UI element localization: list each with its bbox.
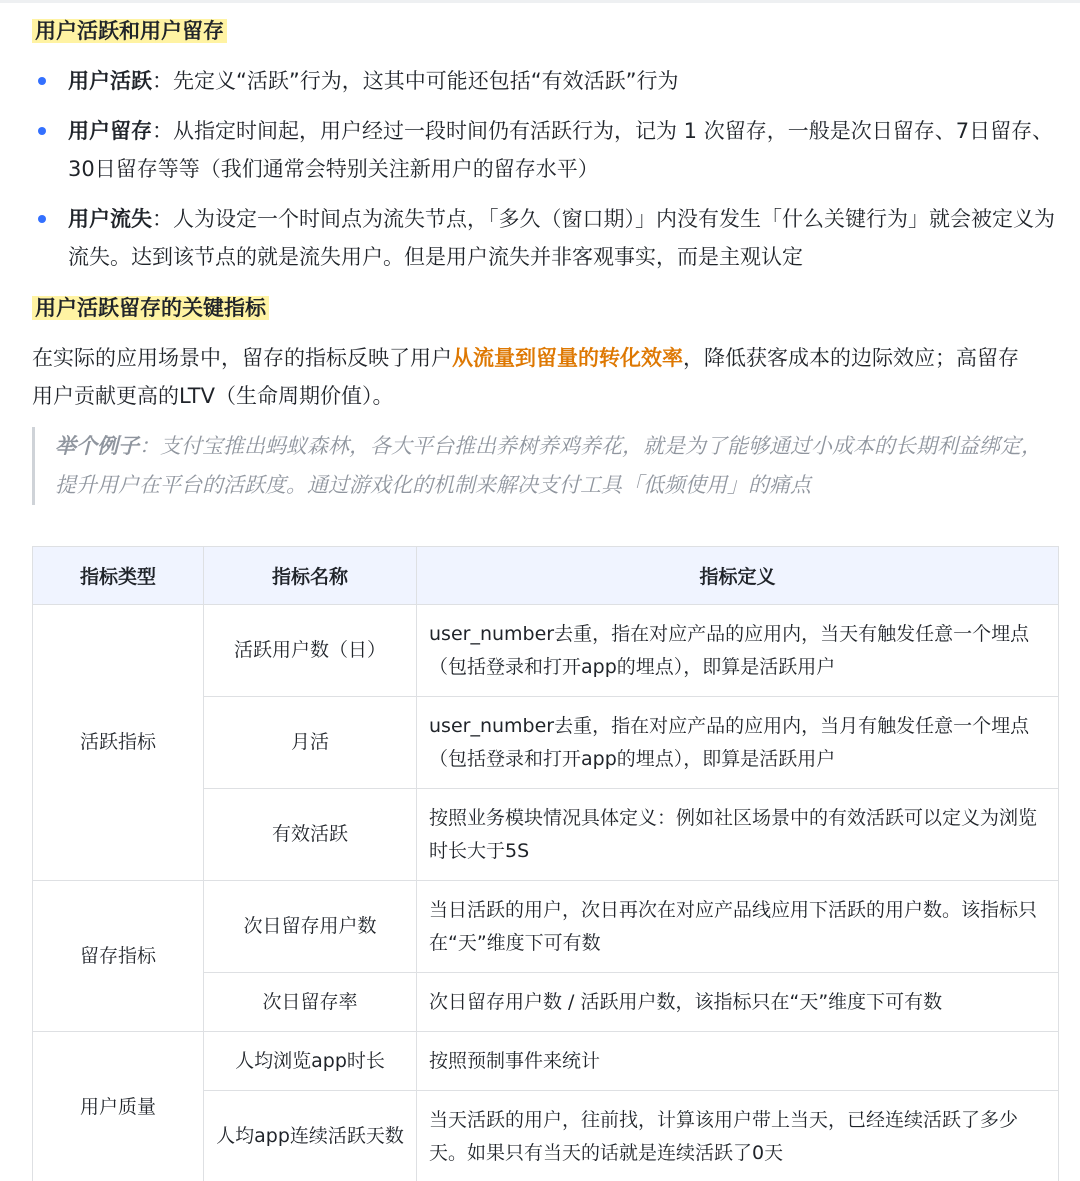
example-quote: 举个例子：支付宝推出蚂蚁森林，各大平台推出养树养鸡养花，就是为了能够通过小成本的长期利益绑定，提升用户在平台的活跃度。通过游戏化的机制来解决支付工具「低频使用」的痛点 — [32, 427, 1062, 505]
table-row — [33, 605, 1059, 697]
metric-name-cell: 人均app连续活跃天数 — [204, 1091, 417, 1181]
table-row — [33, 1032, 1059, 1091]
metric-name-cell: 活跃用户数（日） — [204, 605, 417, 697]
bullet-dot-icon — [38, 127, 46, 135]
bullet-dot-icon — [38, 215, 46, 223]
header-metric-type: 指标类型 — [33, 547, 204, 605]
header-metric-definition: 指标定义 — [417, 547, 1059, 605]
metric-def-cell: user_number去重，指在对应产品的应用内，当天有触发任意一个埋点（包括登录和打开app的埋点），即算是活跃用户 — [417, 605, 1059, 697]
metric-def-cell: 按照业务模块情况具体定义：例如社区场景中的有效活跃可以定义为浏览时长大于5S — [417, 789, 1059, 881]
metrics-table — [32, 546, 1059, 1181]
table-row — [33, 881, 1059, 973]
header-metric-name: 指标名称 — [204, 547, 417, 605]
group-type-cell: 用户质量 — [33, 1032, 204, 1181]
metric-def-cell: 按照预制事件来统计 — [417, 1032, 1059, 1091]
metric-name-cell: 有效活跃 — [204, 789, 417, 881]
metric-name-cell: 月活 — [204, 697, 417, 789]
bullet-dot-icon — [38, 77, 46, 85]
table-header-row — [33, 547, 1059, 605]
metric-def-cell: 当日活跃的用户，次日再次在对应产品线应用下活跃的用户数。该指标只在“天”维度下可有数 — [417, 881, 1059, 973]
metric-def-cell: user_number去重，指在对应产品的应用内，当月有触发任意一个埋点（包括登录和打开app的埋点），即算是活跃用户 — [417, 697, 1059, 789]
section-title-retention: 用户活跃和用户留存 — [32, 15, 227, 47]
metric-name-cell: 次日留存用户数 — [204, 881, 417, 973]
metric-name-cell: 次日留存率 — [204, 973, 417, 1032]
metric-def-cell: 次日留存用户数 / 活跃用户数，该指标只在“天”维度下可有数 — [417, 973, 1059, 1032]
group-type-cell: 活跃指标 — [33, 605, 204, 881]
metric-def-cell: 当天活跃的用户，往前找，计算该用户带上当天，已经连续活跃了多少天。如果只有当天的话就是连续活跃了0天 — [417, 1091, 1059, 1181]
section-title-key-metrics: 用户活跃留存的关键指标 — [32, 292, 269, 324]
intro-paragraph: 在实际的应用场景中，留存的指标反映了用户从流量到留量的转化效率，降低获客成本的边际效应；高留存用户贡献更高的LTV（生命周期价值）。 — [32, 346, 1019, 408]
highlight-text: 从流量到留量的转化效率 — [452, 346, 683, 370]
top-divider — [0, 0, 1080, 3]
group-type-cell: 留存指标 — [33, 881, 204, 1032]
metric-name-cell: 人均浏览app时长 — [204, 1032, 417, 1091]
